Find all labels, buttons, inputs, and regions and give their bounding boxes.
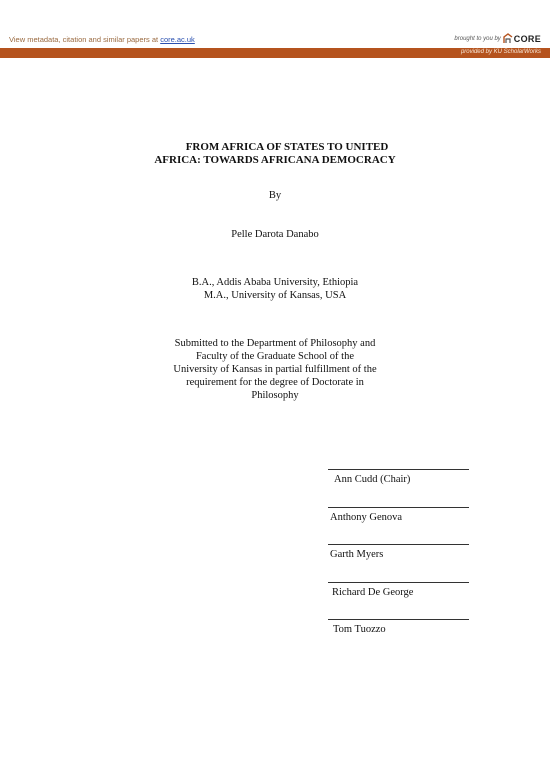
committee-member-name: Anthony Genova	[330, 512, 403, 523]
degree-line-1: B.A., Addis Ababa University, Ethiopia	[191, 277, 359, 288]
core-banner	[0, 33, 550, 48]
signature-line	[328, 582, 469, 583]
provider-bar	[0, 48, 550, 58]
submission-line-2: Faculty of the Graduate School of the	[195, 351, 355, 362]
committee-member-name: Richard De George	[332, 587, 414, 598]
by-label	[75, 189, 475, 202]
committee-signature	[328, 619, 469, 636]
title-line-1: FROM AFRICA OF STATES TO UNITED	[185, 141, 389, 153]
submission-line-1: Submitted to the Department of Philosophy and	[174, 338, 376, 349]
committee-signature	[328, 544, 469, 561]
committee-member-name: Ann Cudd (Chair)	[334, 474, 411, 485]
author-text: Pelle Darota Danabo	[231, 229, 319, 240]
committee-member-name: Garth Myers	[330, 549, 384, 560]
signature-line	[328, 469, 469, 470]
submission-line-4: requirement for the degree of Doctorate in	[186, 377, 364, 388]
signature-line	[328, 507, 469, 508]
metadata-notice	[9, 35, 195, 44]
core-logo-icon	[503, 33, 513, 44]
submission-line-5: Philosophy	[251, 390, 299, 401]
committee-signature	[328, 469, 469, 486]
degree-line-2: M.A., University of Kansas, USA	[203, 290, 347, 301]
signature-line	[328, 619, 469, 620]
submission-statement	[75, 337, 475, 402]
submission-line-3: University of Kansas in partial fulfillment of the	[173, 364, 377, 375]
core-logo-text: CORE	[513, 33, 541, 44]
metadata-notice-text: View metadata, citation and similar papers at	[9, 35, 161, 44]
signature-line	[328, 544, 469, 545]
core-brand[interactable]	[454, 33, 541, 44]
core-link[interactable]: core.ac.uk	[160, 35, 195, 44]
by-text: By	[268, 190, 282, 201]
committee-signature	[328, 507, 469, 524]
brought-by-text: brought to you by	[454, 35, 501, 42]
provided-by-link[interactable]: provided by KU ScholarWorks	[460, 49, 541, 55]
committee-member-name: Tom Tuozzo	[333, 624, 386, 635]
author-degrees	[75, 276, 475, 302]
title-line-2: AFRICA: TOWARDS AFRICANA DEMOCRACY	[154, 154, 396, 166]
committee-signature	[328, 582, 469, 599]
document-title	[100, 141, 450, 167]
author-name	[75, 228, 475, 241]
